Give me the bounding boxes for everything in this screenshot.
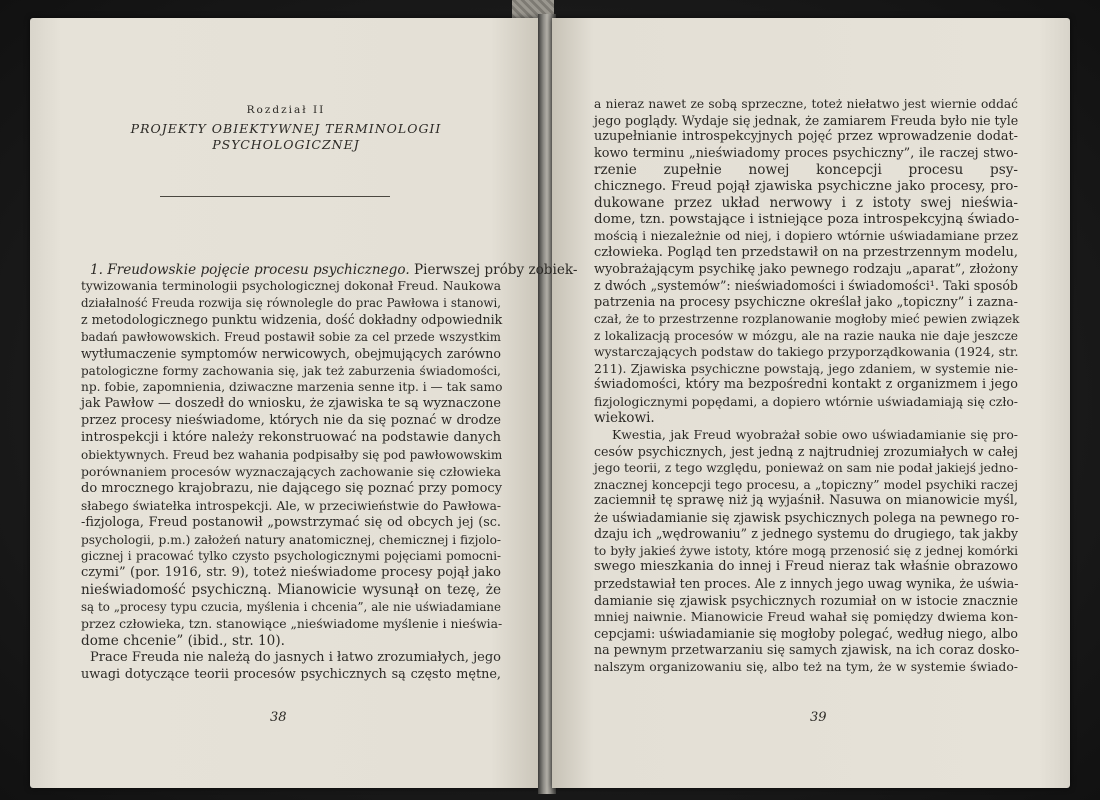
text-line: damianie się zjawisk psychicznych rozumiał on w istocie znacznie [594,592,1018,608]
text-line: rzenie zupełnie nowej koncepcji procesu psy- [594,162,1018,179]
text-line: introspekcji i które należy rekonstruować na podstawie danych [81,430,501,446]
text-line: patrzenia na procesy psychiczne określał jako „topiczny” i zazna- [594,294,1018,310]
text-line: z metodologicznego punktu widzenia, dość dokładny odpowiednik [81,311,503,327]
text-line: 211). Zjawiska psychiczne powstają, jego zdaniem, w systemie nie- [594,360,1018,376]
text-line: nalszym organizowaniu się, albo też na tym, że w systemie świado- [594,658,1018,674]
text-line: porównaniem procesów wyznaczających zachowanie się człowieka [81,463,501,479]
text-line: na pewnym przetwarzaniu się samych zjawisk, na ich coraz dosko- [594,642,1020,658]
text-line: świadomości, który ma bezpośredni kontakt z organizmem i jego [594,377,1018,393]
text-line: czymi” (por. 1916, str. 9), toteż nieświadome procesy pojął jako [81,565,501,581]
text-line: czał, że to przestrzenne rozplanowanie mogłoby mieć pewien związek [594,312,1020,327]
page-number-right: 39 [810,710,827,725]
text-line: dzaju ich „wędrowaniu” z jednego systemu do drugiego, tak jakby [594,526,1018,542]
chapter-label: Rozdział II [246,104,326,116]
text-line: Prace Freuda nie należą do jasnych i łatwo zrozumiałych, jego [90,649,501,665]
text-line: Kwestia, jak Freud wyobrażał sobie owo uświadamianie się pro- [612,427,1018,442]
text-line: obiektywnych. Freud bez wahania podpisałby się pod pawłowowskim [81,448,503,462]
text-line: nieświadomość psychiczną. Mianowicie wysunął on tezę, że [81,582,501,599]
text-line: wystarczających podstaw do takiego przyporządkowania (1924, str. [594,344,1019,360]
text-line: -fizjologa, Freud postanowił „powstrzymać się od obcych jej (sc. [81,514,501,530]
text-line: człowieka. Pogląd ten przedstawił on na przestrzennym modelu, [594,244,1018,260]
text-line: zaciemnił tę sprawę niż ją wyjaśnił. Nasuwa on mianowicie myśl, [594,493,1018,509]
text-line: jak Pawłow — doszedł do wniosku, że zjawiska te są wyznaczone [81,396,501,412]
text-line: chicznego. Freud pojął zjawiska psychiczne jako procesy, pro- [594,178,1018,194]
text-line: przedstawiał ten proces. Ale z innych jego uwag wynika, że uświa- [594,575,1019,591]
text-line: znacznej koncepcji tego procesu, a „topiczny” model psychiki raczej [594,477,1018,492]
text-line: jego teorii, z tego względu, ponieważ on sam nie podał jakiejś jedno- [594,461,1018,476]
text-line: mniej naiwnie. Mianowicie Freud wahał się pomiędzy dwiema kon- [594,609,1018,625]
text-line: są to „procesy typu czucia, myślenia i chcenia”, ale nie uświadamiane [81,600,501,615]
chapter-title-line2: PSYCHOLOGICZNEJ [212,137,360,152]
text-line: badań pawłowowskich. Freud postawił sobie za cel przede wszystkim [81,329,501,344]
chapter-divider-rule [160,196,390,197]
text-line: dome chcenie” (ibid., str. 10). [81,632,285,649]
text-line: z dwóch „systemów”: nieświadomości i świadomości¹. Taki sposób [594,278,1018,294]
text-line: kowo terminu „nieświadomy proces psychiczny”, ile raczej stwo- [594,145,1018,161]
section-heading [90,262,578,278]
text-line: do mrocznego krajobrazu, nie dającego się poznać przy pomocy [81,480,503,496]
text-line: a nieraz nawet ze sobą sprzeczne, toteż niełatwo jest wiernie oddać [594,97,1018,111]
text-line: że uświadamianie się zjawisk psychicznych polega na pewnego ro- [594,509,1020,525]
text-line: wytłumaczenie symptomów nerwicowych, obejmujących zarówno [81,345,501,361]
text-line: psychologii, p.m.) założeń natury anatomicznej, chemicznej i fizjolo- [81,532,502,547]
text-line: cesów psychicznych, jest jedną z najtrudniej zrozumiałych w całej [594,443,1018,459]
section-heading-title: 1. Freudowskie pojęcie procesu psychicznego. [90,262,410,278]
text-line: to były jakieś żywe istoty, które mogą przenosić się z jednej komórki [594,543,1018,558]
text-line: gicznej i pracować tylko czysto psychologicznymi pojęciami pomocni- [81,549,501,564]
text-line: działalność Freuda rozwija się równolegle do prac Pawłowa i stanowi, [81,295,501,310]
page-number-left: 38 [270,710,287,725]
text-line: słabego światełka introspekcji. Ale, w przeciwieństwie do Pawłowa- [81,498,501,513]
text-line: mością i niezależnie od niej, i dopiero wtórnie uświadamiane przez [594,228,1018,244]
text-line: dukowane przez układ nerwowy i z istoty swej nieświa- [594,195,1018,212]
text-line: cepcjami: uświadamianie się mogłoby polegać, według niego, albo [594,625,1018,641]
text-line: dome, tzn. powstające i istniejące poza introspekcyjną świado- [594,211,1020,227]
text-line: przez człowieka, tzn. stanowiące „nieświadome myślenie i nieświa- [81,616,503,631]
text-line: wiekowi. [594,410,655,427]
text-line: przez procesy nieświadome, których nie da się poznać w drodze [81,413,501,429]
text-line: fizjologicznymi popędami, a dopiero wtórnie uświadamiają się czło- [594,393,1018,409]
chapter-title-line1: PROJEKTY OBIEKTYWNEJ TERMINOLOGII [130,121,442,136]
text-line: uzupełnianie introspekcyjnych pojęć przez wprowadzenie dodat- [594,129,1018,145]
text-line: Pierwszej próby zobiek- [413,262,578,278]
text-line: patologiczne formy zachowania się, jak też zaburzenia świadomości, [81,363,501,378]
text-line: wyobrażającym psychikę jako pewnego rodzaju „aparat”, złożony [594,261,1018,277]
text-line: np. fobie, zapomnienia, dziwaczne marzenia senne itp. i — tak samo [81,380,503,395]
text-line: z lokalizacją procesów w mózgu, ale na razie nauka nie daje jeszcze [594,328,1018,343]
text-line: tywizowania terminologii psychologicznej dokonał Freud. Naukowa [81,279,501,293]
text-line: uwagi dotyczące teorii procesów psychicznych są często mętne, [81,666,501,682]
text-line: jego poglądy. Wydaje się jednak, że zamiarem Freuda było nie tyle [594,112,1019,128]
text-line: swego mieszkania do innej i Freud nieraz tak właśnie obrazowo [594,559,1018,575]
